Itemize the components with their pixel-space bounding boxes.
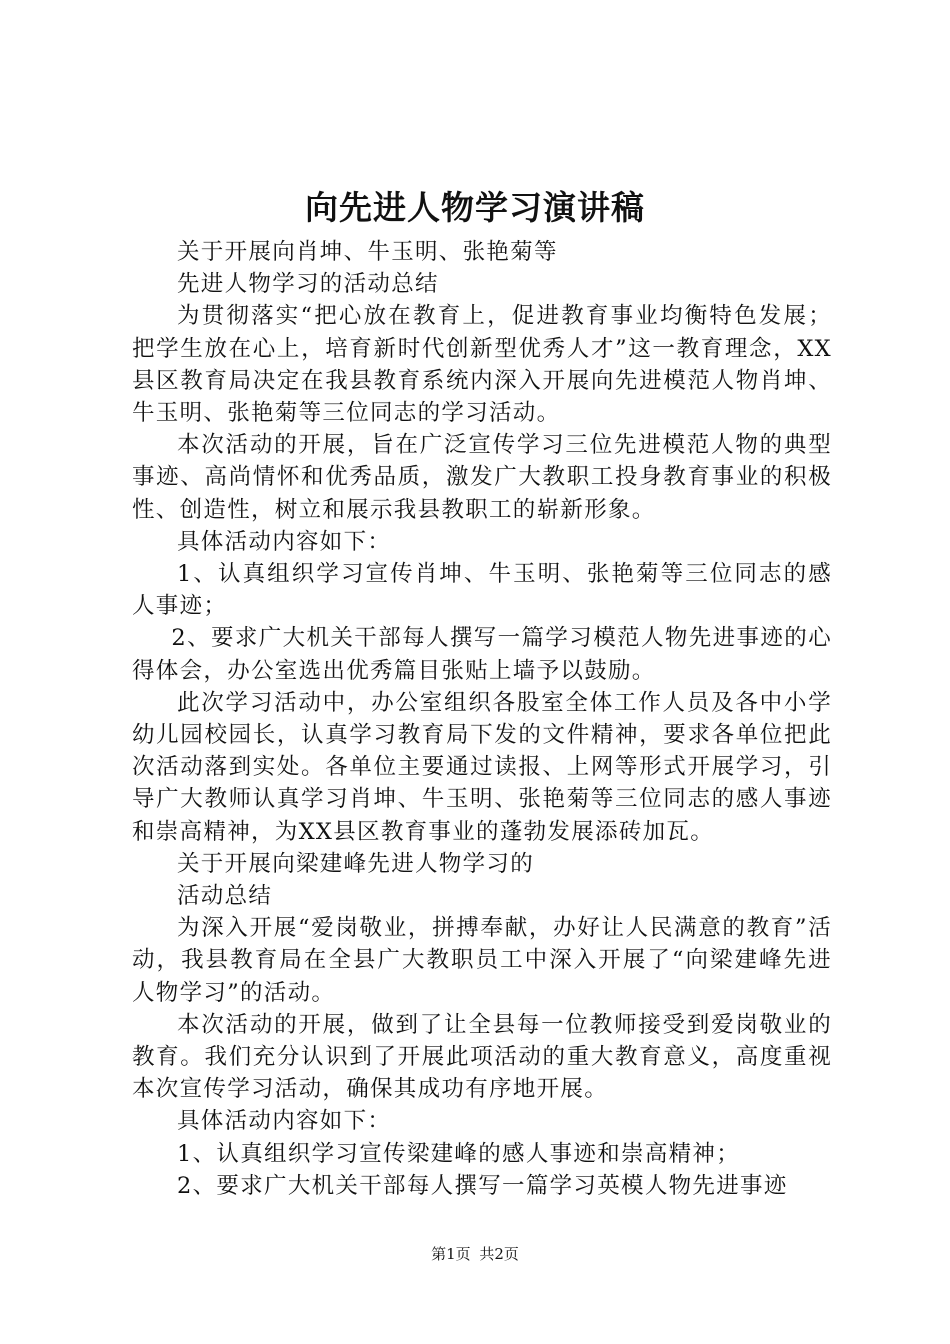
paragraph: 具体活动内容如下： [177,1108,392,1135]
list-item: 2、要求广大机关干部每人撰写一篇学习英模人物先进事迹 [177,1172,788,1199]
section-heading-line-1: 关于开展向梁建峰先进人物学习的 [177,850,535,877]
subtitle-line-1: 关于开展向肖坤、牛玉明、张艳菊等 [177,239,558,265]
page-total: 共2页 [479,1245,519,1263]
paragraph: 本次活动的开展，做到了让全县每一位教师接受到爱岗敬业的教育。我们充分认识到了开展此项活动的重大教育意义，高度重视本次宣传学习活动，确保其成功有序地开展。 [132,1011,832,1103]
paragraph: 本次活动的开展，旨在广泛宣传学习三位先进模范人物的典型事迹、高尚情怀和优秀品质，激发广大教职工投身教育事业的积极性、创造性，树立和展示我县教职工的崭新形象。 [132,432,832,523]
document-body [132,236,832,1202]
page-number: 第1页 [431,1245,471,1263]
paragraph: 此次学习活动中，办公室组织各股室全体工作人员及各中小学幼儿园校园长，认真学习教育局下发的文件精神，要求各单位把此次活动落到实处。各单位主要通过读报、上网等形式开展学习，引导广大教师认真学习肖坤、牛玉明、张艳菊等三位同志的感人事迹和崇高精神，为XX县区教育事业的蓬勃发展添砖加瓦。 [132,689,832,845]
paragraph: 为贯彻落实“把心放在教育上，促进教育事业均衡特色发展；把学生放在心上，培育新时代创新型优秀人才”这一教育理念，XX县区教育局决定在我县教育系统内深入开展向先进模范人物肖坤、牛玉明、张艳菊等三位同志的学习活动。 [132,303,832,427]
list-item: 1、认真组织学习宣传梁建峰的感人事迹和崇高精神； [177,1140,741,1167]
page-footer [0,1243,950,1265]
list-item: 1、认真组织学习宣传肖坤、牛玉明、张艳菊等三位同志的感人事迹； [132,561,832,620]
subtitle-line-2: 先进人物学习的活动总结 [177,271,439,298]
paragraph: 为深入开展“爱岗敬业，拼搏奉献，办好让人民满意的教育”活动，我县教育局在全县广大教职员工中深入开展了“向梁建峰先进人物学习”的活动。 [132,915,832,1006]
paragraph: 具体活动内容如下： [177,528,392,555]
document-title: 向先进人物学习演讲稿 [305,188,645,227]
list-item: 2、要求广大机关干部每人撰写一篇学习模范人物先进事迹的心得体会，办公室选出优秀篇目张贴上墙予以鼓励。 [132,625,832,684]
section-heading-line-2: 活动总结 [177,883,273,910]
